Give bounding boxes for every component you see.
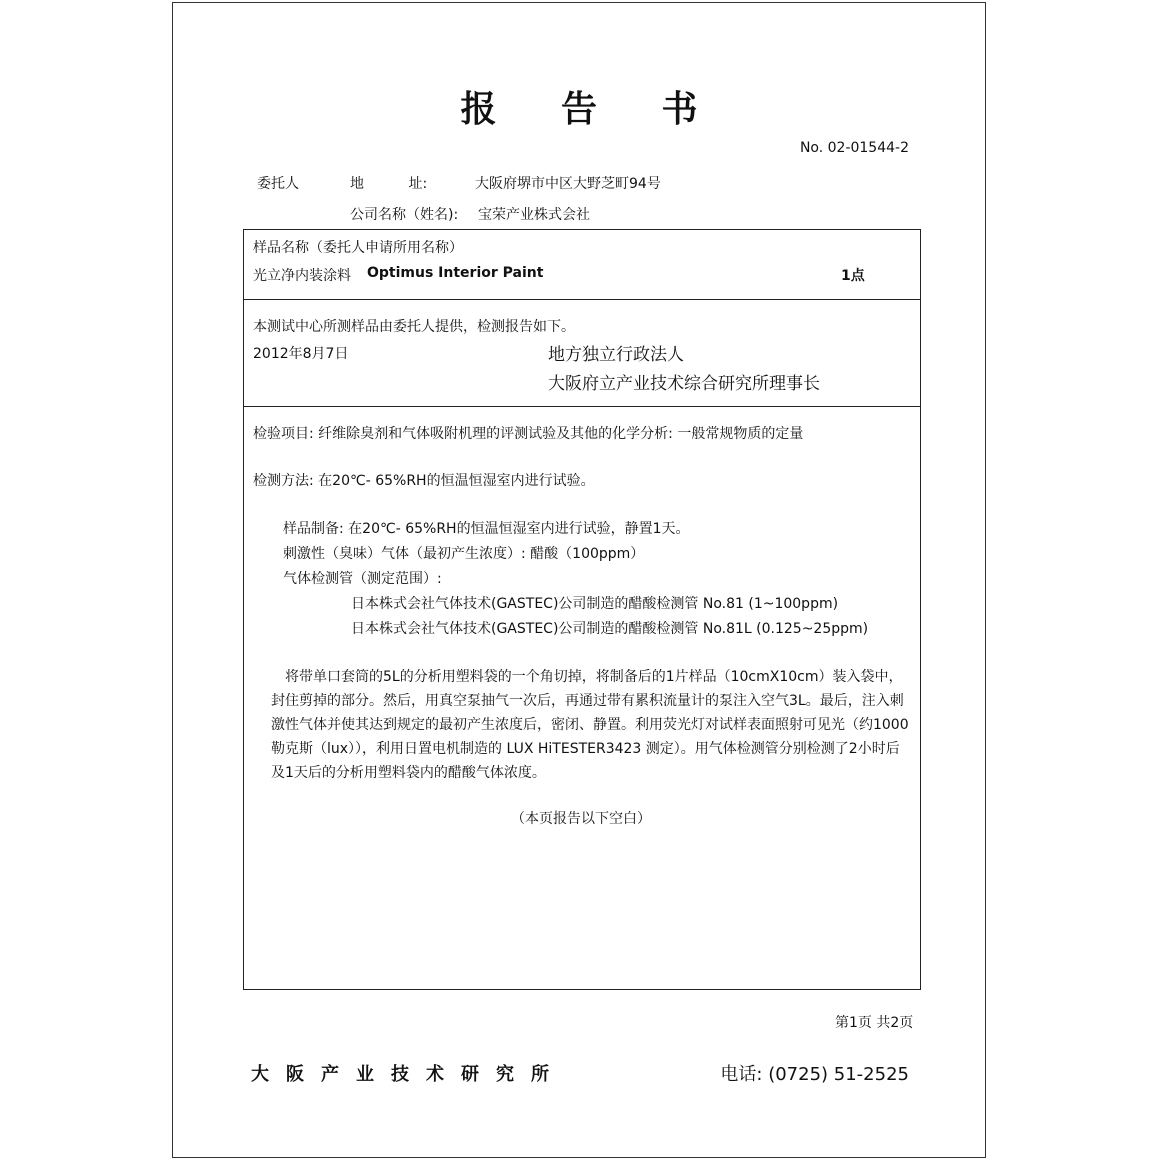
report-page bbox=[172, 2, 986, 1158]
detector-tube-1: 日本株式会社气体技术(GASTEC)公司制造的醋酸检测管 No.81 (1~100ppm) bbox=[351, 596, 839, 612]
sample-count: 1点 bbox=[841, 268, 865, 284]
sample-header: 样品名称（委托人申请所用名称） bbox=[253, 240, 463, 256]
sample-name-cn: 光立净内装涂料 bbox=[253, 268, 351, 284]
detector-tube-2: 日本株式会社气体技术(GASTEC)公司制造的醋酸检测管 No.81L (0.125~25ppm) bbox=[351, 621, 869, 637]
test-method: 检测方法: 在20℃- 65%RH的恒温恒湿室内进行试验。 bbox=[253, 473, 595, 489]
institute-name: 大阪产业技术研究所 bbox=[251, 1064, 566, 1085]
address-label: 地 址: bbox=[350, 176, 428, 192]
report-title: 报 告 书 bbox=[460, 89, 724, 130]
client-company: 宝荣产业株式会社 bbox=[478, 207, 590, 223]
company-label: 公司名称（姓名): bbox=[350, 207, 459, 223]
page-number: 第1页 共2页 bbox=[835, 1015, 914, 1031]
telephone: 电话: (0725) 51-2525 bbox=[720, 1064, 909, 1085]
statement-text: 本测试中心所测样品由委托人提供，检测报告如下。 bbox=[253, 319, 575, 335]
issuer-line2: 大阪府立产业技术综合研究所理事长 bbox=[548, 374, 820, 394]
sample-preparation: 样品制备: 在20℃- 65%RH的恒温恒湿室内进行试验，静置1天。 bbox=[283, 521, 690, 537]
test-item: 检验项目: 纤维除臭剂和气体吸附机理的评测试验及其他的化学分析: 一般常规物质的定量 bbox=[253, 426, 804, 442]
client-address: 大阪府堺市中区大野芝町94号 bbox=[475, 176, 661, 192]
detector-tube-label: 气体检测管（测定范围）: bbox=[283, 571, 442, 587]
client-label: 委托人 bbox=[257, 176, 299, 192]
issuer-line1: 地方独立行政法人 bbox=[548, 345, 684, 365]
procedure-paragraph: 将带单口套筒的5L的分析用塑料袋的一个角切掉，将制备后的1片样品（10cmX10cm）装入袋中，封住剪掉的部分。然后，用真空泵抽气一次后，再通过带有累积流量计的泵注入空气3L。最后，注入刺激性气体并使其达到规定的最初产生浓度后，密闭、静置。利用荧光灯对试样表面照射可见光（约1000勒克斯（lux）），利用日置电机制造的 LUX HiTESTER3423 测定）。用气体检测管分别检测了2小时后及1天后的分析用塑料袋内的醋酸气体浓度。 bbox=[271, 669, 909, 781]
document-number: No. 02-01544-2 bbox=[799, 140, 909, 156]
report-date: 2012年8月7日 bbox=[253, 346, 349, 362]
stimulus-gas: 刺激性（臭味）气体（最初产生浓度）: 醋酸（100ppm） bbox=[283, 546, 645, 562]
blank-note: （本页报告以下空白） bbox=[511, 811, 651, 827]
sample-name-en: Optimus Interior Paint bbox=[367, 265, 544, 281]
